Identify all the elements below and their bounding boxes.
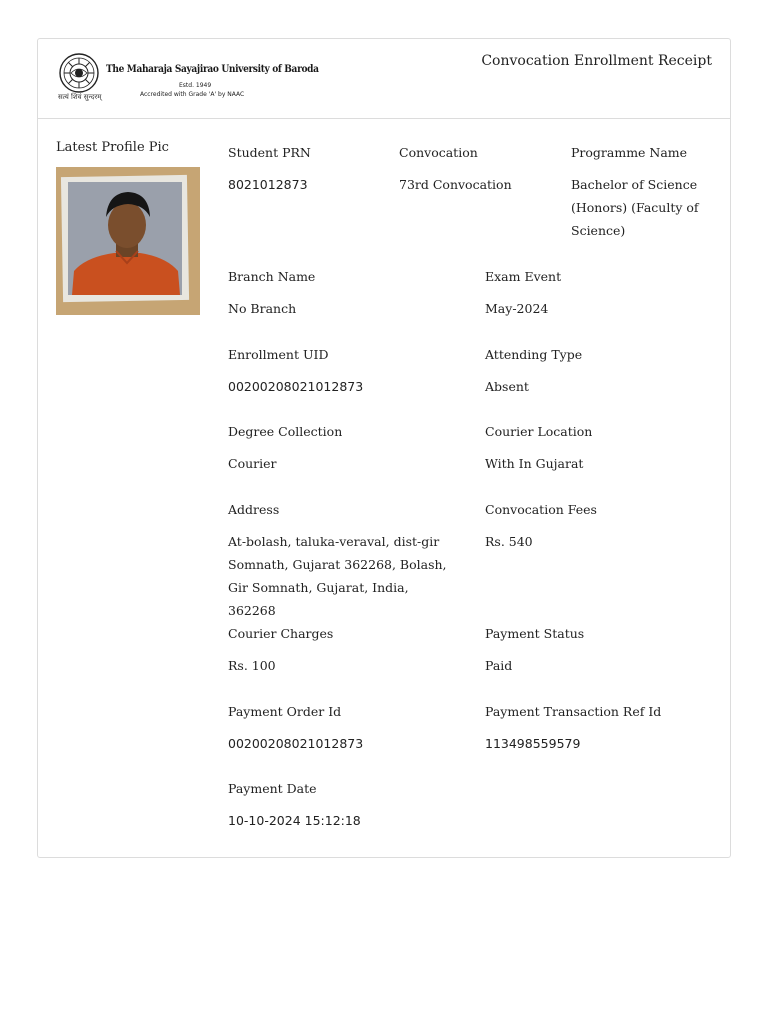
student-prn-label: Student PRN <box>228 145 311 160</box>
profile-pic-label: Latest Profile Pic <box>56 140 169 155</box>
programme-name-value: Bachelor of Science (Honors) (Faculty of Science) <box>571 177 699 238</box>
courier-location-value: With In Gujarat <box>485 456 584 471</box>
student-prn-value: 8021012873 <box>228 177 308 192</box>
programme-name-label: Programme Name <box>571 145 688 160</box>
payment-order-id-label: Payment Order Id <box>228 704 342 719</box>
payment-status-value: Paid <box>485 658 513 673</box>
attending-type-label: Attending Type <box>485 347 583 362</box>
university-seal-icon <box>56 52 102 98</box>
convocation-value: 73rd Convocation <box>399 177 512 192</box>
university-name: The Maharaja Sayajirao University of Baroda <box>106 63 319 75</box>
receipt-title: Convocation Enrollment Receipt <box>481 53 712 69</box>
student-photo-image <box>56 167 200 315</box>
branch-name-value: No Branch <box>228 301 297 316</box>
degree-collection-label: Degree Collection <box>228 424 343 439</box>
accreditation-text: Accredited with Grade 'A' by NAAC <box>140 91 245 98</box>
payment-transaction-ref-id-value: 113498559579 <box>485 736 581 751</box>
university-logo <box>56 52 319 104</box>
degree-collection-value: Courier <box>228 456 277 471</box>
profile-photo <box>56 167 200 315</box>
courier-charges-label: Courier Charges <box>228 626 334 641</box>
enrollment-uid-value: 00200208021012873 <box>228 379 364 394</box>
payment-status-label: Payment Status <box>485 626 585 641</box>
courier-charges-value: Rs. 100 <box>228 658 276 673</box>
receipt-header <box>38 39 730 119</box>
exam-event-label: Exam Event <box>485 269 562 284</box>
enrollment-uid-label: Enrollment UID <box>228 347 329 362</box>
university-motto: सत्यं शिवं सुन्दरम् <box>58 93 102 101</box>
payment-order-id-value: 00200208021012873 <box>228 736 364 751</box>
courier-location-label: Courier Location <box>485 424 593 439</box>
address-label: Address <box>228 502 280 517</box>
payment-date-label: Payment Date <box>228 781 317 796</box>
payment-transaction-ref-id-label: Payment Transaction Ref Id <box>485 704 662 719</box>
payment-date-value: 10-10-2024 15:12:18 <box>228 813 361 828</box>
convocation-label: Convocation <box>399 145 478 160</box>
convocation-fees-value: Rs. 540 <box>485 534 533 549</box>
attending-type-value: Absent <box>485 379 529 394</box>
established-year: Estd. 1949 <box>179 82 212 89</box>
receipt-card <box>37 38 731 858</box>
branch-name-label: Branch Name <box>228 269 316 284</box>
exam-event-value: May-2024 <box>485 301 549 316</box>
convocation-fees-label: Convocation Fees <box>485 502 597 517</box>
address-value: At-bolash, taluka-veraval, dist-gir Somnath, Gujarat 362268, Bolash, Gir Somnath, Gujarat, India, 362268 <box>228 534 447 618</box>
